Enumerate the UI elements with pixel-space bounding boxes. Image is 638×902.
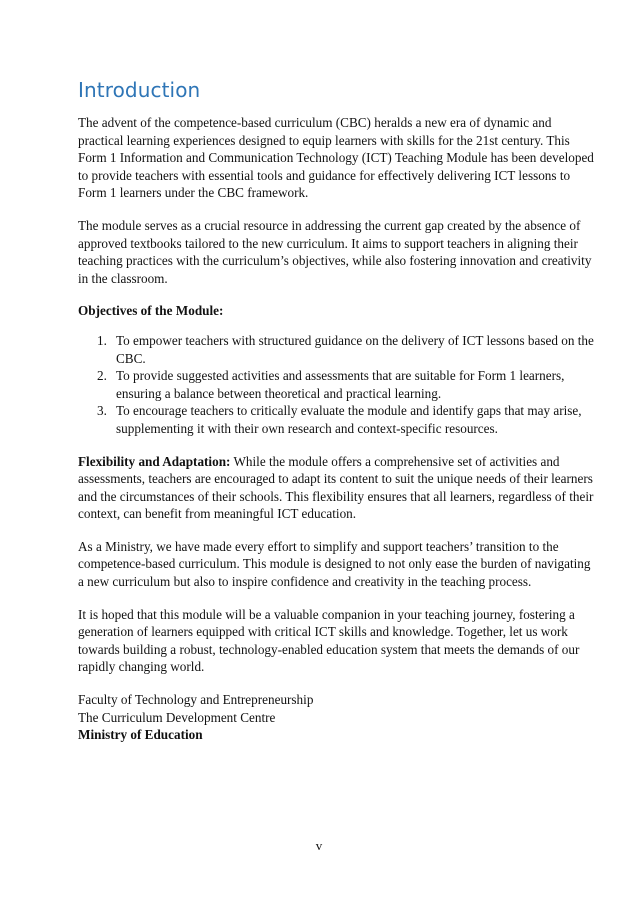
signature-block bbox=[78, 691, 598, 744]
document-page bbox=[78, 78, 598, 744]
flexibility-paragraph bbox=[78, 453, 598, 523]
flexibility-label: Flexibility and Adaptation: bbox=[78, 453, 231, 469]
flexibility-text: While the module offers a comprehensive set of activities and assessments, teachers are encouraged to adapt its content to suit the unique needs of their learners and the circumstances of their schools. This flexibility ensures that all learners, regardless of their context, can benefit from meaningful ICT education. bbox=[78, 453, 594, 522]
objective-text: To encourage teachers to critically evaluate the module and identify gaps that may arise, supplementing it with their own research and context-specific resources. bbox=[116, 403, 582, 436]
objective-number: 1. bbox=[97, 332, 107, 348]
objective-item bbox=[78, 367, 598, 402]
intro-paragraph-1: The advent of the competence-based curriculum (CBC) heralds a new era of dynamic and practical learning experiences designed to equip learners with skills for the 21st century. This Form 1 Information and Communication Technology (ICT) Teaching Module has been developed to provide teachers with essential tools and guidance for effectively delivering ICT lessons to Form 1 learners under the CBC framework. bbox=[78, 115, 594, 201]
signature-centre: The Curriculum Development Centre bbox=[78, 709, 276, 725]
page-number: v bbox=[315, 838, 323, 853]
closing-paragraph: It is hoped that this module will be a valuable companion in your teaching journey, fostering a generation of learners equipped with critical ICT skills and knowledge. Together, let us work towards building a robust, technology-enabled education system that meets the demands of our rapidly changing world. bbox=[78, 606, 580, 675]
signature-faculty: Faculty of Technology and Entrepreneurship bbox=[78, 692, 314, 708]
page-title: Introduction bbox=[78, 78, 201, 102]
signature-ministry: Ministry of Education bbox=[78, 727, 203, 743]
objective-number: 2. bbox=[97, 368, 107, 384]
objective-text: To empower teachers with structured guidance on the delivery of ICT lessons based on the CBC. bbox=[116, 332, 594, 366]
objective-text: To provide suggested activities and assessments that are suitable for Form 1 learners, ensuring a balance between theoretical and practical learning. bbox=[116, 368, 565, 401]
intro-paragraph-2: The module serves as a crucial resource in addressing the current gap created by the absence of approved textbooks tailored to the new curriculum. It aims to support teachers in aligning their teaching practices with the curriculum’s objectives, while also fostering innovation and creativity in the classroom. bbox=[78, 217, 592, 286]
objective-item bbox=[78, 402, 598, 437]
objective-number: 3. bbox=[97, 403, 107, 419]
objectives-heading: Objectives of the Module: bbox=[78, 303, 224, 319]
ministry-paragraph: As a Ministry, we have made every effort to simplify and support teachers’ transition to the competence-based curriculum. This module is designed to not only ease the burden of navigating a new curriculum but also to inspire confidence and creativity in the teaching process. bbox=[78, 538, 591, 590]
objectives-list bbox=[78, 332, 598, 438]
objective-item bbox=[78, 332, 598, 367]
